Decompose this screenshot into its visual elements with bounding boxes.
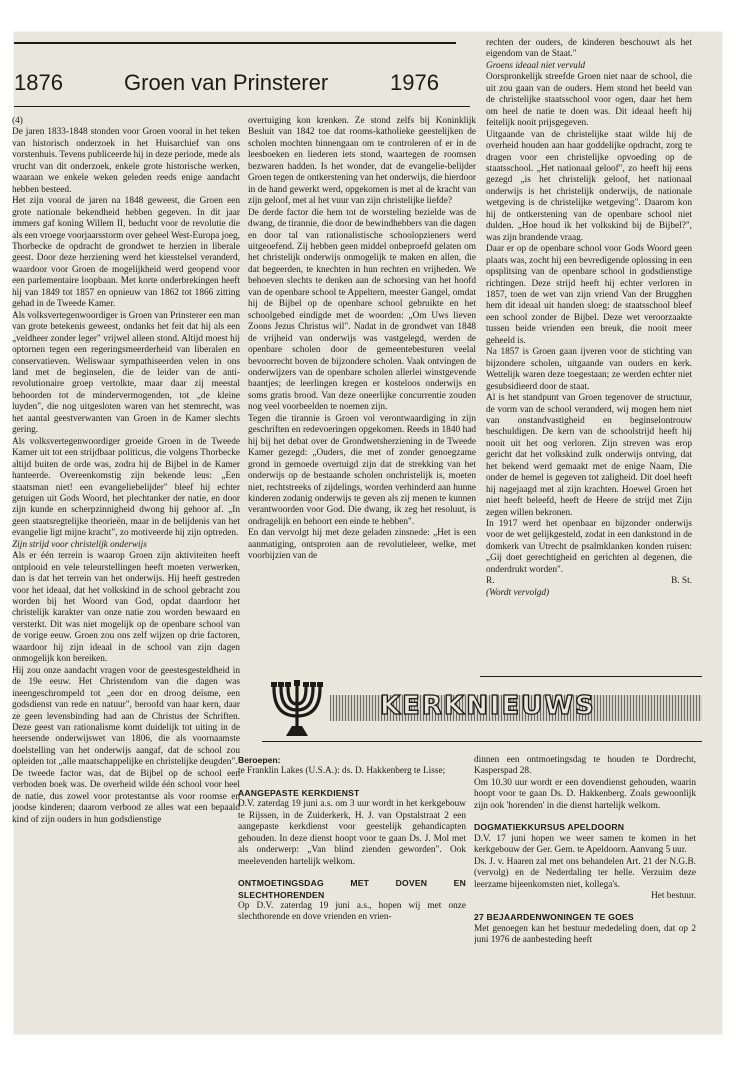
year-left: 1876: [14, 70, 63, 95]
paragraph: rechten der ouders, de kinderen beschouwt als het eigendom van de Staat.": [486, 38, 692, 60]
news-heading: AANGEPASTE KERKDIENST: [238, 787, 360, 798]
article-column-2: [248, 116, 476, 676]
news-signature: Het bestuur.: [651, 890, 696, 901]
article-title: Groen van Prinsterer: [124, 70, 329, 95]
news-text: Op D.V. zaterdag 19 juni a.s., hopen wij met onze slechthorende en dove vrienden en vrien-: [238, 900, 466, 923]
column-end-rule: [480, 676, 702, 677]
paragraph: In 1917 werd het openbaar en bijzonder onderwijs voor de wet gelijkgesteld, zodat in een dankstond in de domkerk van Utrecht de psalmklanken konden ruisen: „Gij doet gerechtigheid en gerichten al degenen, die onderdrukt worden".: [486, 519, 692, 575]
article-column-3: [486, 38, 692, 688]
news-column-2: [474, 755, 696, 1000]
paragraph: Uitgaande van de christelijke staat wilde hij de overheid houden aan haar goddelijke opdracht, zorg te dragen voor een christelijke opvoeding op de staatsschool. „Het nationaal geloof", zo heeft hij eens gezegd „is het christelijk geloof, het nationaal onderwijs is het christelijk onderwijs, de nationale wetgeving is de christelijke wetgeving". Daarom kon hij de ontkerstening van de openbare school niet dulden. „Hoe houd ik het volkskind bij de Bijbel?", was zijn brandende vraag.: [486, 129, 692, 243]
paragraph: De jaren 1833-1848 stonden voor Groen vooral in het teken van historisch onderzoek in het Huisarchief van ons vorstenhuis. Tevens publiceerde hij in deze periode, mede als vrucht van dit onderzoek, enkele grote historische werken, waaraan we enkele weken geleden reeds enige aandacht hebben besteed.: [12, 127, 240, 195]
title-rule: [14, 106, 470, 107]
news-heading: DOGMATIEKKURSUS APELDOORN: [474, 822, 625, 833]
signature-left: R.: [486, 576, 495, 587]
paragraph: De tweede factor was, dat de Bijbel op de school een verboden boek was. De overheid wilde één school voor heel de natie, dus zowel voor protestantse als voor roomse en joodse kinderen; daarom verbood ze alles wat een bepaald kind of zijn ouders in hun godsdienstige: [12, 768, 240, 825]
news-text: D.V. zaterdag 19 juni a.s. om 3 uur wordt in het kerkgebouw te Rijssen, in de Zuiderkerk, H. J. van Opstalstraat 2 een aangepaste kerkdienst voor geestelijk gehandicapten gehouden. In deze dienst hoopt voor te gaan Ds. J. Mol met als onderwerp: „Van blind zienden geworden". Ook meelevenden hartelijk welkom.: [238, 799, 466, 867]
news-column-1: [238, 755, 466, 1000]
paragraph: Als er één terrein is waarop Groen zijn aktiviteiten heeft ontplooid en vele teleurstellingen heeft moeten verwerken, dan is dat het terrein van het onderwijs. Hij heeft gestreden voor het ideaal, dat het volkskind in de school gebracht zou worden bij het Woord van God, opdat daardoor het christelijk karakter van onze natie zou worden bewaard en versterkt. Dit was niet mogelijk op de openbare school van de vorige eeuw. Groen zou ons zelf wijzen op drie factoren, waardoor hij zijn ideaal in de school van zijn dagen onmogelijk kon bereiken.: [12, 551, 240, 665]
subheading: Groens ideaal niet vervuld: [486, 60, 586, 71]
year-right: 1976: [390, 70, 439, 95]
paragraph: Na 1857 is Groen gaan ijveren voor de stichting van bijzondere scholen, uitgaande van ouders en kerk. Wettelijk waren deze toegestaan; ze werden echter niet gesubsidieerd door de staat.: [486, 347, 692, 392]
continued-note: (Wordt vervolgd): [486, 587, 550, 598]
paragraph: En dan vervolgt hij met deze geladen zinsnede: „Het is een aanmatiging, ontsproten aan de revolutieleer, welke, met voorbijzien van de: [248, 528, 476, 562]
paragraph: Al is het standpunt van Groen tegenover de structuur, de vorm van de school veranderd, wij mogen hem niet van onstandvastigheid en beginselontrouw beschuldigen. De kern van de schoolstrijd heeft hij nooit uit het oog verloren. Zijn streven was erop gericht dat het volkskind zulk onderwijs ontving, dat het bekend werd gemaakt met de enige Naam, Die onder de hemel is gegeven tot zaligheid. Dit doel heeft hij nagejaagd met al zijn krachten. Hoewel Groen het niet heeft beleefd, heeft de Heere de strijd met Zijn zegen willen bekronen.: [486, 393, 692, 518]
menorah-icon: [262, 678, 332, 740]
paragraph: Het zijn vooral de jaren na 1848 geweest, die Groen een grote nationale bekendheid hebben gegeven. In dit jaar immers gaf koning Willem II, beducht voor de revolutie die als een vroege voorjaarsstorm over geheel West-Europa joeg, Thorbecke de opdracht de grondwet te herzien in liberale geest. Door deze herziening werd het kiesstelsel veranderd, waardoor voor Groen de mogelijkheid werd geopend voor een parlementaire loopbaan. Met korte onderbrekingen heeft hij van 1849 tot 1857 en opnieuw van 1862 tot 1866 zitting gehad in de Tweede Kamer.: [12, 196, 240, 310]
news-text: Om 10.30 uur wordt er een dovendienst gehouden, waarin hoopt voor te gaan Ds. D. Hakkenberg. Zoals gewoonlijk zijn ook 'horenden' in die dienst hartelijk welkom.: [474, 777, 696, 811]
paragraph: Oorspronkelijk streefde Groen niet naar de school, die uit zou gaan van de ouders. Hem stond het beeld van de christelijke staatsschool voor ogen, daar het hem om heel de natie te doen was. Dit ideaal heeft hij feitelijk nooit prijsgegeven.: [486, 72, 692, 129]
paragraph: Tegen die tirannie is Groen vol verontwaardiging in zijn geschriften en redevoeringen opgekomen. Reeds in 1840 had hij bij het debat over de Grondwetsherziening in de Tweede Kamer gezegd: „Ouders, die met of zonder genoegzame grond in gemoede overtuigd zijn dat de strekking van het onderwijs op de bestaande scholen onchristelijk is, moeten niet, rechtstreeks of zijdelings, worden verhinderd aan hunne kinderen zodanig onderwijs te geven als zij menen te kunnen verantwoorden voor God. Die dwang, ik zeg het resoluut, is ondragelijk en behoort een einde te hebben".: [248, 413, 476, 527]
news-text: dinnen een ontmoetingsdag te houden te Dordrecht, Kasperspad 28.: [474, 755, 696, 777]
signature-right: B. St.: [671, 576, 692, 587]
news-text: Ds. J. v. Haaren zal met ons behandelen Art. 21 der N.G.B. (vervolg) en de Nederdaling ter helle. Verzuim deze leerzame bijeenkomsten niet, kollega's.: [474, 856, 696, 890]
paragraph: overtuiging kon krenken. Ze stond zelfs bij Koninklijk Besluit van 1842 toe dat rooms-katholieke geestelijken de scholen mochten binnengaan om te controleren of er in de leesboeken en liederen iets stond, waartegen de roomsen bezwaren hadden. Is het wonder, dat de evangelie-belijder Groen tegen de ontkerstening van het onderwijs, die hierdoor in de hand gewerkt werd, opgekomen is met al de kracht van zijn geloof, met al het vuur van zijn christelijke liefde?: [248, 116, 476, 207]
banner-title: KERKNIEUWS: [380, 691, 596, 721]
paragraph: Daar er op de openbare school voor Gods Woord geen plaats was, zocht hij een bevredigende oplossing in een opsplitsing van de openbare school in godsdienstige richtingen. Deze strijd heeft hij echter verloren in 1857, toen de wet van zijn vriend Van der Brugghen hem dit ideaal uit handen sloeg: de staatsschool bleef een school zonder de Bijbel. Deze wet veroorzaakte tussen beide vrienden een breuk, die nooit meer geheeld is.: [486, 244, 692, 346]
beroepen-text: te Franklin Lakes (U.S.A.): ds. D. Hakkenberg te Lisse;: [238, 766, 446, 777]
paragraph: Als volksvertegenwoordiger is Groen van Prinsterer een man van grote betekenis geweest, ondanks het feit dat hij als een „veldheer zonder leger" vrijwel alleen stond. Altijd moest hij optornen tegen een regeringsmeerderheid van liberalen en conservatieven. Weliswaar sympathiseerden velen in ons land met de beginselen, die de leider van de anti-revolutionaire groep vertolkte, maar daar zij meestal behoorden tot de mindervermogenden, tot „de kleine luyden", die nog uitgesloten waren van het stemrecht, was het aantal geestverwanten van Groen in de Kamer slechts gering.: [12, 310, 240, 436]
part-number: (4): [12, 116, 23, 126]
banner-rule: [262, 741, 702, 742]
article-column-1: [12, 116, 240, 996]
beroepen-label: Beroepen:: [238, 755, 281, 765]
news-text: D.V. 17 juni hopen we weer samen te komen in het kerkgebouw der Ger. Gem. te Apeldoorn. Aanvang 5 uur.: [474, 833, 696, 856]
news-text: Met genoegen kan het bestuur mededeling doen, dat op 2 juni 1976 de aanbesteding heeft: [474, 923, 696, 946]
paragraph: De derde factor die hem tot de worsteling bezielde was de dwang, de tirannie, die door de bewindhebbers van die dagen en door tal van rationalistische schoolopzieners werd uitgeoefend. Zij hebben geen middel onbeproefd gelaten om het christelijk onderwijs onmogelijk te maken en allen, die dat begeerden, te knechten in hun rechten en vrijheden. We behoeven slechts te denken aan de schorsing van het hoofd van de openbare school te Appeltern, meester Gangel, omdat hij de Bijbel op de openbare school gebruikte en het schoolgebed eindigde met de woorden: „Om Uws lieven Zoons Jezus Christus wil". Nadat in de grondwet van 1848 de vrijheid van onderwijs was vastgelegd, werden de openbare scholen door de gemeentebesturen veelal bevoorrecht boven de bijzondere scholen. Vaak ontvingen de onderwijzers van de openbare scholen allerlei winstgevende baantjes; de leerlingen kregen er kosteloos onderwijs en soms gratis brood. Van deze oneerlijke concurrentie zouden nog veel voorbeelden te noemen zijn.: [248, 207, 476, 413]
news-heading: ONTMOETINGSDAG MET DOVEN EN SLECHTHORENDEN: [238, 878, 466, 900]
signature: [486, 576, 692, 587]
paragraph: Als volksvertegenwoordiger groeide Groen in de Tweede Kamer uit tot een strijdbaar politicus, die volgens Thorbecke altijd buiten de orde was, zodra hij de Bijbel in de Kamer hanteerde. Overeenkomstig zijn bekende leus: „Een staatsman niet! een evangeliebelijder" bleef hij echter getuigen uit Gods Woord, het plechtanker der natie, en door zijn kunde en scherpzinnigheid dwong hij gehoor af. „In geen staatsregtelijke theorieën, maar in de belijdenis van het evangelie ligt mijne kracht", zo motiveerde hij zijn optreden.: [12, 436, 240, 539]
header-rule: [14, 42, 456, 44]
paragraph: Hij zou onze aandacht vragen voor de geestesgesteldheid in de 19e eeuw. Het Christendom van die dagen was ineengeschrompeld tot „een dor en droog deïsme, een godsdienst van rede en natuur", beroofd van haar kern, daar ze geen levensbinding had aan de Christus der Schriften. Deze geest van rationalisme komt duidelijk tot uiting in de heersende onderwijswet van 1806, die als voornaamste doelstelling van het onderwijs aangaf, dat de school zou opleiden tot „alle maatschappelijke en christelijke deugden".: [12, 665, 240, 768]
subheading: Zijn strijd voor christelijk onderwijs: [12, 539, 147, 550]
news-heading: 27 BEJAARDENWONINGEN TE GOES: [474, 912, 634, 923]
